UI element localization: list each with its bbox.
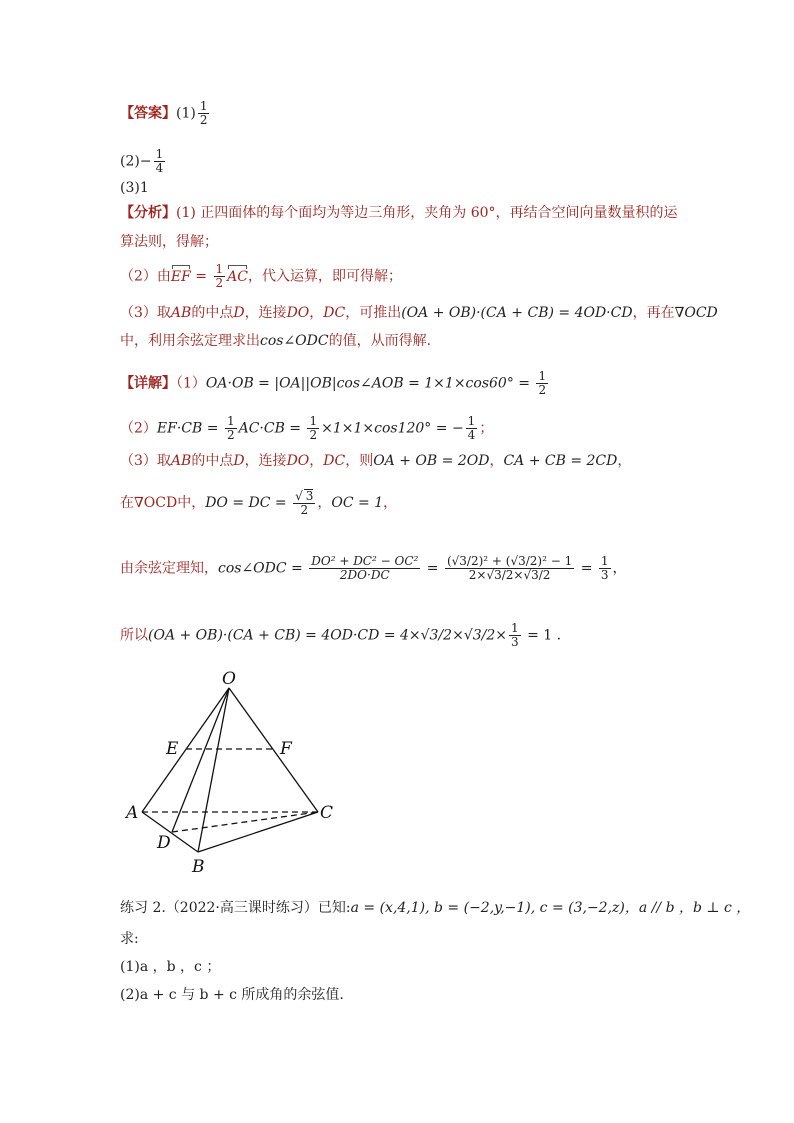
detail-part3-prefix: （3）取	[120, 453, 171, 469]
cos-odc: cos∠ODC	[260, 333, 329, 349]
equals-sign: =	[576, 560, 597, 577]
detail-part6-expression: (OA + OB)·(CA + CB) = 4OD·CD = 4×√3/2×√3/2×	[148, 627, 507, 644]
segment-do: DO	[286, 453, 310, 469]
fraction-denominator: 2×√3/2×√3/2	[468, 568, 551, 582]
point-d: D	[233, 305, 245, 321]
fraction-denominator: 2	[215, 276, 224, 290]
law-of-cosines-fraction	[309, 555, 420, 582]
label-a: A	[126, 803, 139, 823]
detail-line-4	[120, 489, 397, 517]
fraction-numerator: 1	[155, 147, 164, 161]
fraction-denominator: 3	[511, 635, 519, 649]
answer-part2-fraction	[154, 148, 166, 175]
detail-part1-fraction	[536, 370, 548, 397]
fraction-numerator: (√3/2)² + (√3/2)² − 1	[446, 554, 573, 568]
fraction-numerator: 1	[538, 369, 547, 383]
cos-odc: cos∠ODC =	[218, 560, 308, 577]
separator: ，	[309, 305, 324, 321]
fraction-numerator: 1	[467, 414, 476, 428]
point-d: D	[233, 453, 245, 469]
vector-sum-oa-ob: OA + OB = 2OD	[373, 453, 490, 469]
fraction-denominator: 2	[309, 428, 318, 442]
oc-equals-1: OC = 1	[331, 495, 384, 511]
analysis-step3-text: 中，利用余弦定理求出	[120, 333, 260, 349]
detail-part2-expression-b: AC·CB =	[238, 420, 306, 437]
answer-line-1	[120, 100, 211, 127]
edge-bc	[198, 812, 318, 852]
equals-sign: =	[422, 560, 443, 577]
exercise-vectors: a = (x,4,1), b = (−2,y,−1), c = (3,−2,z)	[350, 900, 625, 916]
segment-dc-dashed	[172, 812, 318, 832]
detail-line-5	[120, 555, 627, 582]
triangle-ocd: ∇OCD	[674, 305, 718, 321]
analysis-step2-prefix: （2）由	[120, 268, 171, 285]
edge-oc	[229, 688, 318, 812]
result-fraction	[599, 555, 611, 582]
edge-ob	[198, 688, 229, 852]
segment-dc: DC	[323, 305, 346, 321]
fraction-numerator: 1	[600, 554, 609, 568]
text-then: ，则	[345, 453, 374, 469]
fraction-denominator: 2DO·DC	[339, 568, 390, 582]
detail-part2-end: ；	[479, 420, 494, 437]
sqrt3-over-2	[293, 489, 315, 517]
detail-part2-half	[225, 415, 237, 442]
answer-label: 【答案】	[120, 105, 176, 122]
segment-ab: AB	[170, 305, 192, 321]
detail-line-6	[120, 622, 561, 649]
edge-ab	[142, 812, 198, 852]
segment-do: DO	[286, 305, 310, 321]
exercise-line-4: (2)a + c 与 b + c 所成角的余弦值.	[120, 987, 344, 1003]
detail-part6-end: = 1 .	[522, 627, 562, 644]
analysis-step3-prefix: （3）取	[120, 305, 171, 321]
detail-line-1	[120, 370, 550, 397]
segment-ab: AB	[170, 453, 192, 469]
label-e: E	[166, 739, 179, 759]
text-connect: ，连接	[244, 453, 287, 469]
fraction-denominator: 4	[467, 428, 476, 442]
text-then-in: ，再在	[632, 305, 675, 321]
edge-od	[172, 688, 229, 832]
detail-part3-end: ，	[617, 453, 632, 469]
analysis-line-1	[120, 203, 678, 223]
detail-part2-expression-c: ×1×1×cos120° = −	[321, 420, 464, 437]
substituted-fraction	[445, 555, 574, 582]
detail-part1-expression: OA·OB = |OA||OB|cos∠AOB = 1×1×cos60° =	[205, 375, 535, 392]
detail-line-2	[120, 415, 493, 442]
separator: ，	[317, 495, 332, 511]
detail-part2-expression-a: EF·CB =	[156, 420, 223, 437]
label-f: F	[280, 739, 292, 759]
answer-part1-prefix: (1)	[176, 105, 196, 122]
edge-oa	[142, 688, 229, 812]
detail-part2-prefix: （2）	[120, 420, 157, 437]
label-b: B	[192, 857, 205, 877]
fraction-denominator: 2	[300, 503, 309, 517]
fraction-denominator: 2	[538, 383, 547, 397]
detail-line-3	[120, 451, 631, 471]
detail-part2-result	[466, 415, 478, 442]
detail-part6-fraction	[509, 622, 521, 649]
text-midpoint: 的中点	[191, 453, 234, 469]
answer-line-3: (3)1	[120, 180, 149, 196]
exercise-line-1	[120, 898, 750, 918]
separator: ，	[309, 453, 324, 469]
exercise-line-3: (1)a ，b ，c ；	[120, 959, 221, 975]
fraction-numerator: √ 3	[295, 489, 314, 503]
half-fraction	[214, 263, 226, 290]
answer-part2-prefix: (2)−	[120, 153, 152, 170]
fraction-numerator: 1	[309, 414, 318, 428]
analysis-step2-suffix: ，代入运算，即可得解；	[247, 268, 402, 285]
detail-part5-prefix: 由余弦定理知，	[120, 560, 218, 577]
fraction-numerator: 1	[215, 262, 224, 276]
analysis-text-1: (1) 正四面体的每个面均为等边三角形，夹角为 60°，再结合空间向量数量积的运	[176, 205, 678, 221]
exercise-line-2: 求:	[120, 931, 139, 947]
analysis-step3-end: 的值，从而得解.	[328, 333, 432, 349]
analysis-line-5	[120, 331, 431, 351]
fraction-numerator: 1	[199, 99, 208, 113]
exercise-title: 练习 2.（2022·高三课时练习）已知:	[120, 900, 351, 916]
vector-expression: (OA + OB)·(CA + CB) = 4OD·CD	[401, 305, 633, 321]
answer-line-2	[120, 148, 167, 175]
detail-part1-prefix: （1）	[176, 375, 206, 392]
analysis-line-2: 算法则，得解；	[120, 234, 218, 250]
analysis-line-4	[120, 303, 718, 323]
detail-part4-expression: DO = DC =	[205, 495, 292, 511]
detail-part4-prefix: 在∇OCD中，	[120, 495, 206, 511]
label-o: O	[222, 669, 236, 689]
fraction-numerator: DO² + DC² − OC²	[311, 554, 419, 568]
fraction-numerator: 1	[226, 414, 235, 428]
segment-dc: DC	[323, 453, 346, 469]
text-derive: ，可推出	[345, 305, 402, 321]
analysis-line-3	[120, 263, 402, 290]
label-d: D	[157, 833, 171, 853]
fraction-denominator: 2	[226, 428, 235, 442]
vector-sum-ca-cb: CA + CB = 2CD	[503, 453, 618, 469]
text-connect: ，连接	[244, 305, 287, 321]
equals-sign: =	[190, 268, 212, 285]
sqrt-radicand: 3	[305, 489, 314, 503]
detail-part2-half-2	[307, 415, 319, 442]
vector-ac: AC	[227, 268, 248, 285]
answer-part1-fraction	[198, 100, 210, 127]
exercise-conditions: ，a // b ，b ⊥ c ，	[624, 900, 751, 916]
fraction-denominator: 2	[199, 113, 208, 127]
label-c: C	[320, 803, 334, 823]
text-midpoint: 的中点	[191, 305, 234, 321]
detail-part4-end: ，	[383, 495, 398, 511]
fraction-numerator: 1	[511, 621, 519, 635]
detail-label: 【详解】	[120, 375, 176, 392]
fraction-denominator: 4	[155, 161, 164, 175]
separator: ，	[489, 453, 504, 469]
fraction-denominator: 3	[600, 568, 609, 582]
detail-part6-prefix: 所以	[120, 627, 148, 644]
analysis-label: 【分析】	[120, 205, 176, 221]
detail-part5-end: ，	[612, 560, 627, 577]
vector-ef: EF	[170, 268, 191, 285]
